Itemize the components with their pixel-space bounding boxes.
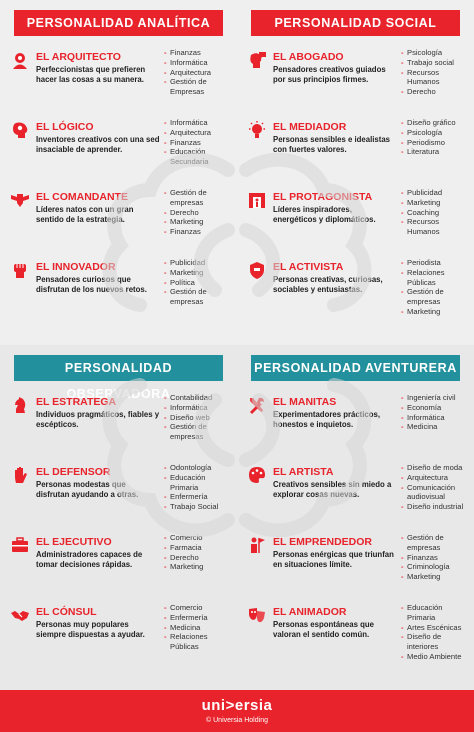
profile-text: Personas sensibles e idealistas con fuertes valores. bbox=[273, 135, 391, 154]
lightbulb-icon bbox=[245, 120, 269, 144]
quadrant-analitica bbox=[0, 0, 237, 345]
profile-item bbox=[8, 393, 229, 463]
career-fields bbox=[160, 393, 230, 463]
fist-icon bbox=[8, 260, 32, 284]
profile-description bbox=[273, 533, 397, 603]
career-field: - Psicología bbox=[401, 128, 467, 138]
profile-item bbox=[245, 463, 466, 533]
profile-list bbox=[8, 48, 229, 328]
career-field: - Informática bbox=[401, 413, 467, 423]
career-field: - Publicidad bbox=[401, 188, 467, 198]
career-field: - Psicología bbox=[401, 48, 467, 58]
career-field: - Educación Primaria bbox=[401, 603, 467, 623]
profile-description bbox=[273, 118, 397, 188]
profile-text: Pensadores creativos guiados por sus principios firmes. bbox=[273, 65, 386, 84]
speech-head-icon bbox=[245, 50, 269, 74]
career-fields bbox=[160, 118, 230, 188]
handshake-icon bbox=[8, 605, 32, 629]
career-field: - Marketing bbox=[164, 562, 230, 572]
career-field: - Arquitectura bbox=[164, 68, 230, 78]
brain-head-icon bbox=[8, 120, 32, 144]
career-field: - Informática bbox=[164, 118, 230, 128]
career-field: - Marketing bbox=[164, 217, 230, 227]
profile-text: Personas muy populares siempre dispuestas a ayudar. bbox=[36, 620, 145, 639]
profile-text: Perfeccionistas que prefieren hacer las cosas a su manera. bbox=[36, 65, 146, 84]
profile-item bbox=[8, 463, 229, 533]
profile-name: EL MEDIADOR bbox=[273, 121, 347, 133]
career-field: - Educación Primaria bbox=[164, 473, 230, 493]
profile-description bbox=[36, 188, 160, 258]
career-fields bbox=[397, 118, 467, 188]
career-fields bbox=[160, 533, 230, 603]
career-field: - Medio Ambiente bbox=[401, 652, 467, 662]
career-field: - Trabajo Social bbox=[164, 502, 230, 512]
career-field: - Derecho bbox=[164, 553, 230, 563]
career-field: - Farmacia bbox=[164, 543, 230, 553]
career-field: - Comercio bbox=[164, 533, 230, 543]
career-field: - Finanzas bbox=[164, 48, 230, 58]
profile-description bbox=[273, 603, 397, 673]
career-field: - Marketing bbox=[164, 268, 230, 278]
career-field: - Publicidad bbox=[164, 258, 230, 268]
section-title: PERSONALIDAD OBSERVADORA bbox=[14, 355, 223, 381]
career-field: - Gestión de empresas bbox=[164, 422, 230, 442]
profile-name: EL ABOGADO bbox=[273, 51, 344, 63]
profile-name: EL LÓGICO bbox=[36, 121, 94, 133]
profile-list bbox=[245, 48, 466, 328]
career-field: - Gestión de empresas bbox=[401, 533, 467, 553]
career-field: - Relaciones Públicas bbox=[164, 632, 230, 652]
profile-name: EL COMANDANTE bbox=[36, 191, 128, 203]
career-fields bbox=[160, 188, 230, 258]
profile-name: EL EJECUTIVO bbox=[36, 536, 112, 548]
career-field: - Comercio bbox=[164, 603, 230, 613]
career-field: - Finanzas bbox=[401, 553, 467, 563]
tools-icon bbox=[245, 395, 269, 419]
career-field: - Marketing bbox=[401, 198, 467, 208]
profile-name: EL CÓNSUL bbox=[36, 606, 97, 618]
career-fields bbox=[397, 188, 467, 258]
career-field: - Trabajo social bbox=[401, 58, 467, 68]
career-field: - Relaciones Públicas bbox=[401, 268, 467, 288]
quadrant-observadora bbox=[0, 345, 237, 690]
raised-hand-icon bbox=[8, 465, 32, 489]
profile-item bbox=[245, 533, 466, 603]
career-field: - Recursos Humanos bbox=[401, 217, 467, 237]
footer bbox=[0, 690, 474, 732]
profile-description bbox=[273, 48, 397, 118]
career-field: - Medicina bbox=[401, 422, 467, 432]
profile-description bbox=[36, 118, 160, 188]
career-field: - Diseño de moda bbox=[401, 463, 467, 473]
profile-item bbox=[245, 118, 466, 188]
profile-item bbox=[245, 188, 466, 258]
career-field: - Marketing bbox=[401, 307, 467, 317]
career-field: - Ingeniería civil bbox=[401, 393, 467, 403]
career-fields bbox=[397, 533, 467, 603]
profile-item bbox=[8, 603, 229, 673]
profile-description bbox=[36, 603, 160, 673]
career-field: - Gestión de empresas bbox=[401, 287, 467, 307]
career-field: - Criminología bbox=[401, 562, 467, 572]
career-field: - Informática bbox=[164, 58, 230, 68]
winged-badge-icon bbox=[8, 190, 32, 214]
quadrant-aventurera bbox=[237, 345, 474, 690]
profile-name: EL MANITAS bbox=[273, 396, 337, 408]
career-field: - Política bbox=[164, 278, 230, 288]
career-field: - Artes Escénicas bbox=[401, 623, 467, 633]
career-fields bbox=[160, 603, 230, 673]
career-fields bbox=[397, 603, 467, 673]
career-fields bbox=[397, 48, 467, 118]
career-field: - Diseño web bbox=[164, 413, 230, 423]
profile-name: EL ESTRATEGA bbox=[36, 396, 117, 408]
career-field: - Periodismo bbox=[401, 138, 467, 148]
theater-masks-icon bbox=[245, 605, 269, 629]
profile-item bbox=[8, 48, 229, 118]
career-field: - Arquitectura bbox=[164, 128, 230, 138]
profile-description bbox=[273, 258, 397, 328]
career-fields bbox=[397, 393, 467, 463]
career-field: - Medicina bbox=[164, 623, 230, 633]
career-field: - Arquitectura bbox=[401, 473, 467, 483]
quadrant-social bbox=[237, 0, 474, 345]
profile-item bbox=[8, 258, 229, 328]
career-field: - Finanzas bbox=[164, 138, 230, 148]
career-fields bbox=[397, 258, 467, 328]
profile-description bbox=[36, 463, 160, 533]
career-field: - Literatura bbox=[401, 147, 467, 157]
chess-knight-icon bbox=[8, 395, 32, 419]
profile-name: EL ARQUITECTO bbox=[36, 51, 121, 63]
profile-list bbox=[8, 393, 229, 673]
profile-description bbox=[36, 393, 160, 463]
career-field: - Informática bbox=[164, 403, 230, 413]
profile-text: Experimentadores prácticos, honestos e inquietos. bbox=[273, 410, 381, 429]
palette-icon bbox=[245, 465, 269, 489]
profile-text: Líderes natos con un gran sentido de la estrategia. bbox=[36, 205, 134, 224]
profile-text: Individuos pragmáticos, fiables y escépticos. bbox=[36, 410, 160, 429]
career-field: - Finanzas bbox=[164, 227, 230, 237]
career-field: - Diseño de interiores bbox=[401, 632, 467, 652]
profile-name: EL DEFENSOR bbox=[36, 466, 111, 478]
career-fields bbox=[160, 48, 230, 118]
profile-name: EL ACTIVISTA bbox=[273, 261, 344, 273]
profile-description bbox=[273, 393, 397, 463]
career-fields bbox=[160, 463, 230, 533]
profile-text: Creativos sensibles sin miedo a explorar cosas nuevas. bbox=[273, 480, 392, 499]
profile-text: Administradores capaces de tomar decisiones rápidas. bbox=[36, 550, 143, 569]
profile-text: Pensadores curiosos que disfrutan de los nuevos retos. bbox=[36, 275, 147, 294]
profile-item bbox=[245, 393, 466, 463]
profile-description bbox=[273, 188, 397, 258]
section-title: PERSONALIDAD ANALÍTICA bbox=[14, 10, 223, 36]
section-title: PERSONALIDAD AVENTURERA bbox=[251, 355, 460, 381]
career-field: - Diseño industrial bbox=[401, 502, 467, 512]
career-field: - Gestión de empresas bbox=[164, 287, 230, 307]
profile-name: EL INNOVADOR bbox=[36, 261, 116, 273]
career-field: - Economía bbox=[401, 403, 467, 413]
profile-text: Personas creativas, curiosas, sociables y entusiastas. bbox=[273, 275, 383, 294]
career-field: - Coaching bbox=[401, 208, 467, 218]
architect-icon bbox=[8, 50, 32, 74]
profile-item bbox=[8, 188, 229, 258]
profile-text: Inventores creativos con una sed insaciable de aprender. bbox=[36, 135, 160, 154]
career-field: - Diseño gráfico bbox=[401, 118, 467, 128]
shield-icon bbox=[245, 260, 269, 284]
career-field: - Recursos Humanos bbox=[401, 68, 467, 88]
profile-text: Líderes inspiradores, energéticos y diplomáticos. bbox=[273, 205, 376, 224]
universia-logo[interactable]: uni>ersia bbox=[201, 697, 273, 714]
profile-text: Personas enérgicas que triunfan en situaciones límite. bbox=[273, 550, 394, 569]
career-field: - Comunicación audiovisual bbox=[401, 483, 467, 503]
career-field: - Derecho bbox=[401, 87, 467, 97]
career-field: - Derecho bbox=[164, 208, 230, 218]
profile-text: Personas espontáneas que valoran el sentido común. bbox=[273, 620, 374, 639]
profile-item bbox=[245, 48, 466, 118]
profile-item bbox=[245, 603, 466, 673]
profile-name: EL ANIMADOR bbox=[273, 606, 347, 618]
career-field: - Gestión de empresas bbox=[164, 188, 230, 208]
career-field: - Contabilidad bbox=[164, 393, 230, 403]
briefcase-icon bbox=[8, 535, 32, 559]
career-fields bbox=[160, 258, 230, 328]
profile-description bbox=[36, 258, 160, 328]
profile-description bbox=[273, 463, 397, 533]
copyright: © Universia Holding bbox=[206, 717, 268, 724]
career-field: - Educación Secundaria bbox=[164, 147, 230, 167]
section-title: PERSONALIDAD SOCIAL bbox=[251, 10, 460, 36]
profile-list bbox=[245, 393, 466, 673]
profile-text: Personas modestas que disfrutan ayudando a otras. bbox=[36, 480, 139, 499]
career-fields bbox=[397, 463, 467, 533]
career-field: - Marketing bbox=[401, 572, 467, 582]
career-field: - Enfermería bbox=[164, 492, 230, 502]
profile-name: EL ARTISTA bbox=[273, 466, 334, 478]
profile-name: EL EMPRENDEDOR bbox=[273, 536, 372, 548]
profile-item bbox=[8, 533, 229, 603]
profile-item bbox=[8, 118, 229, 188]
profile-description bbox=[36, 533, 160, 603]
profile-description bbox=[36, 48, 160, 118]
career-field: - Enfermería bbox=[164, 613, 230, 623]
profile-item bbox=[245, 258, 466, 328]
profile-name: EL PROTAGONISTA bbox=[273, 191, 373, 203]
career-field: - Odontología bbox=[164, 463, 230, 473]
career-field: - Gestión de Empresas bbox=[164, 77, 230, 97]
stage-icon bbox=[245, 190, 269, 214]
flag-person-icon bbox=[245, 535, 269, 559]
career-field: - Periodista bbox=[401, 258, 467, 268]
